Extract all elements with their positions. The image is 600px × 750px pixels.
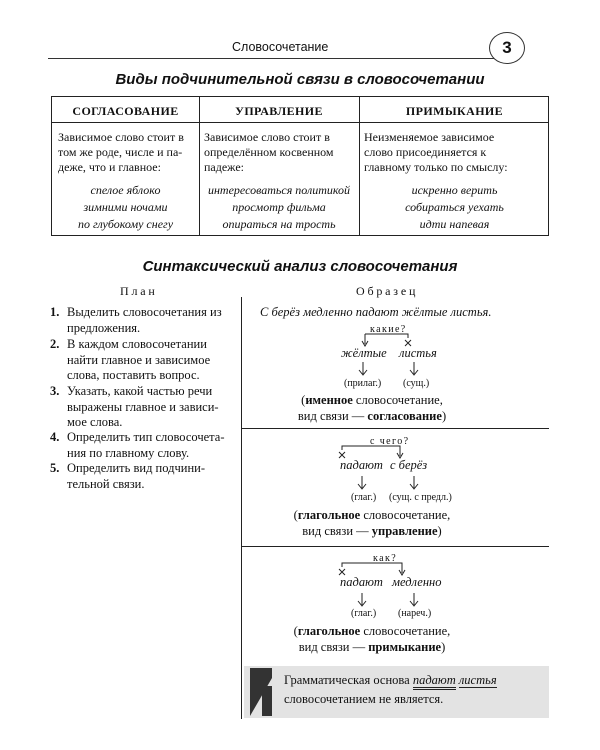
phrase-type-rest: словосочетание, bbox=[360, 508, 451, 522]
example-phrase: зимними ночами bbox=[83, 200, 168, 214]
link-types-table bbox=[51, 96, 549, 236]
subject-word: листья bbox=[458, 673, 497, 687]
example-phrase: идти напевая bbox=[419, 217, 490, 231]
pos-arrows bbox=[340, 360, 440, 378]
dependent-word: медленно bbox=[392, 575, 442, 589]
desc-line: Неизменяемое зависимое bbox=[364, 130, 495, 144]
desc-line: падеже: bbox=[204, 160, 244, 174]
plan-line: найти главное и зависимое bbox=[67, 352, 211, 367]
plan-line: Выделить словосочетания из bbox=[67, 305, 222, 319]
agreement-description bbox=[58, 130, 198, 175]
link-suffix: ) bbox=[437, 524, 442, 538]
dependent-word: с берёз bbox=[390, 458, 428, 472]
plan-line: тельной связи. bbox=[67, 476, 145, 491]
question: как? bbox=[373, 553, 398, 564]
question: с чего? bbox=[370, 436, 410, 447]
pos-label: (сущ. с предл.) bbox=[389, 492, 452, 503]
government-description bbox=[204, 130, 358, 175]
column-divider bbox=[241, 297, 242, 719]
link-type-line bbox=[252, 639, 492, 655]
column-heading-agreement: СОГЛАСОВАНИЕ bbox=[72, 104, 179, 118]
link-type-bold: примыкание bbox=[368, 640, 442, 654]
main-word: падают bbox=[340, 575, 383, 589]
link-type-bold: согласование bbox=[367, 409, 442, 423]
phrase-type bbox=[252, 623, 492, 655]
column-heading-adjacency: ПРИМЫКАНИЕ bbox=[405, 104, 504, 118]
example-phrase: просмотр фильма bbox=[232, 200, 326, 214]
predicate-word: падают bbox=[413, 673, 456, 690]
main-word: падают bbox=[340, 458, 383, 472]
sample-divider bbox=[241, 546, 549, 547]
header-rule bbox=[48, 58, 496, 59]
link-prefix: вид связи — bbox=[298, 640, 369, 654]
plan-step-number: 1. bbox=[50, 305, 60, 319]
link-type-bold: управление bbox=[371, 524, 438, 538]
phrase-type-line: (глагольное словосочетание, bbox=[293, 508, 451, 522]
section-title-link-types: Виды подчинительной связи в словосочетании bbox=[115, 71, 485, 88]
example-phrase: интересоваться политикой bbox=[207, 183, 351, 197]
section-title-analysis: Синтаксический анализ словосочетания bbox=[142, 258, 458, 275]
link-type-line bbox=[252, 523, 492, 539]
phrase-type-bold: глагольное bbox=[297, 508, 361, 522]
pos-label: (прилаг.) bbox=[344, 378, 382, 389]
plan-line: В каждом словосочетании bbox=[67, 337, 207, 351]
link-prefix: вид связи — bbox=[302, 524, 372, 538]
desc-line: Зависимое слово стоит в bbox=[204, 130, 330, 144]
link-type-line bbox=[252, 408, 492, 424]
pos-label: (глаг.) bbox=[351, 608, 377, 619]
desc-line: слово присоединяется к bbox=[364, 145, 487, 159]
plan-line: слова, поставить вопрос. bbox=[67, 368, 200, 382]
note-line: словосочетанием не является. bbox=[284, 692, 444, 706]
phrase-type-line: (глагольное словосочетание, bbox=[293, 624, 451, 638]
plan-step-number: 5. bbox=[50, 461, 60, 475]
plan-line: ния по главному слову. bbox=[67, 445, 190, 460]
example-phrase: опираться на трость bbox=[222, 217, 336, 231]
plan-line: выражены главное и зависи- bbox=[67, 399, 219, 414]
desc-line: деже, что и главное: bbox=[58, 160, 161, 174]
question: какие? bbox=[370, 324, 407, 335]
plan-step-number: 3. bbox=[50, 384, 60, 398]
pos-label: (глаг.) bbox=[351, 492, 377, 503]
example-phrase: искренно верить bbox=[411, 183, 498, 197]
page-number-badge: 3 bbox=[489, 32, 525, 64]
plan-heading: План bbox=[120, 284, 158, 298]
plan-step-text bbox=[67, 461, 237, 492]
desc-line: главному только по смыслу: bbox=[364, 160, 508, 174]
note-line bbox=[284, 673, 497, 688]
pos-arrows bbox=[340, 474, 440, 492]
pos-label: (сущ.) bbox=[403, 378, 430, 389]
column-heading-government: УПРАВЛЕНИЕ bbox=[235, 104, 323, 118]
desc-line: том же роде, числе и па- bbox=[58, 145, 183, 159]
phrase-type-bold: именное bbox=[305, 393, 353, 407]
phrase-type-bold: глагольное bbox=[297, 624, 361, 638]
note-prefix: Грамматическая основа bbox=[284, 673, 413, 687]
phrase-type-rest: словосочетание, bbox=[352, 393, 443, 407]
desc-line: определённом косвенном bbox=[204, 145, 334, 159]
link-suffix: ) bbox=[441, 409, 447, 423]
example-phrase: спелое яблоко bbox=[90, 183, 161, 197]
plan-line: мое слова. bbox=[67, 415, 123, 429]
pos-label: (нареч.) bbox=[398, 608, 432, 619]
phrase-type-rest: словосочетание, bbox=[360, 624, 451, 638]
plan-line: Определить вид подчини- bbox=[67, 461, 206, 475]
plan-step-text bbox=[67, 430, 237, 461]
table-header-rule bbox=[52, 122, 548, 123]
sample-sentence: С берёз медленно падают жёлтые листья. bbox=[260, 305, 492, 319]
plan-line: предложения. bbox=[67, 320, 141, 335]
adjacency-description bbox=[364, 130, 548, 175]
plan-step-text bbox=[67, 337, 237, 384]
plan-line: Определить тип словосочета- bbox=[67, 430, 225, 444]
link-suffix: ) bbox=[441, 640, 446, 654]
dependent-word: жёлтые bbox=[341, 346, 387, 360]
plan-line: Указать, какой частью речи bbox=[67, 384, 213, 398]
plan-step-text bbox=[67, 305, 237, 336]
sample-divider bbox=[241, 428, 549, 429]
link-prefix: вид связи — bbox=[297, 409, 368, 423]
desc-line: Зависимое слово стоит в bbox=[58, 130, 184, 144]
running-title: Словосочетание bbox=[232, 40, 329, 54]
note-marker-icon bbox=[250, 668, 272, 716]
plan-step-text bbox=[67, 384, 237, 431]
sample-heading: Образец bbox=[356, 284, 419, 298]
example-phrase: по глубокому снегу bbox=[77, 217, 174, 231]
plan-step-number: 4. bbox=[50, 430, 60, 444]
phrase-type bbox=[252, 507, 492, 539]
example-phrase: собираться уехать bbox=[405, 200, 504, 214]
phrase-type bbox=[252, 392, 492, 424]
pos-arrows bbox=[340, 591, 440, 609]
phrase-type-line: (именное словосочетание, bbox=[301, 393, 443, 407]
main-word: листья bbox=[399, 346, 437, 360]
plan-step-number: 2. bbox=[50, 337, 60, 351]
